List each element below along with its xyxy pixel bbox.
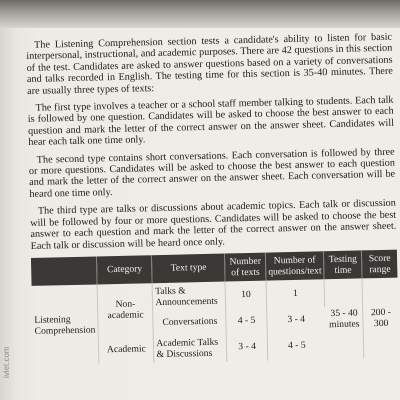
paragraph-second-type: The second type contains short conversations. Each conversation is followed by three or more questions. Candidates will be asked to choose the best answer to each question and mark the letter of the correct answer on the answer sheet. Each conversation will be heard one time only. [28, 146, 396, 200]
cell-number-of-texts: 4 - 5 [226, 309, 267, 334]
paragraph-third-type: The third type are talks or discussions about academic topics. Each talk or discussion will be followed by four or more questions. Candidates will be asked to choose the best answer to each question and mark the letter of the correct answer on the answer sheet. Each talk or discussion will be heard once only. [30, 197, 397, 252]
header-section [31, 256, 97, 285]
cell-number-of-questions: 3 - 4 [287, 314, 306, 326]
cell-category-academic: Academic [99, 335, 155, 364]
cell-text-type: Academic Talks & Discussions [154, 333, 228, 363]
header-testing-time: Testing time [324, 250, 363, 279]
paragraph-first-type: The first type involves a teacher or a school staff member talking to students. Each talk is followed by one question. Candidates will be asked to choose the best answer to each question and mark the letter of the correct answer on the answer sheet. Candidates will hear each talk one time only. [27, 94, 395, 149]
cell-number-of-questions: 4 - 5 [287, 340, 306, 352]
side-watermark-url: iviet.com [2, 346, 11, 378]
cell-score-range: 200 - 300 [370, 306, 392, 330]
cell-number-of-texts: 10 [225, 281, 266, 310]
page-top-shadow [0, 0, 400, 28]
header-number-of-texts: Number of texts [225, 253, 266, 282]
header-number-of-questions: Number of questions/text [265, 251, 324, 280]
cell-testing-time: 35 - 40 minutes [324, 278, 364, 359]
paragraph-intro: The Listening Comprehension section tests a candidate's ability to listen for basic interpersonal, instructional, and academic purposes. There are 42 questions in this section of the test. Candidates are asked to answer questions based on a variety of conversations and talks recorded in English. The testing time for this section is 35-40 minutes. There are usually three types of texts: [26, 31, 393, 97]
cell-category-non-academic: Non-academic [97, 283, 153, 336]
cell-text-type: Conversations [153, 309, 226, 335]
header-category: Category [97, 255, 153, 284]
cell-section: Listening Comprehension [32, 284, 100, 365]
cell-text-type: Talks & Announcements [152, 281, 226, 311]
page-content [26, 32, 399, 366]
header-score-range: Score range [362, 250, 398, 279]
cell-number-of-questions: 1 [266, 279, 325, 308]
header-text-type: Text type [152, 253, 226, 283]
cell-number-of-texts: 3 - 4 [227, 333, 268, 362]
listening-structure-table [31, 250, 399, 366]
